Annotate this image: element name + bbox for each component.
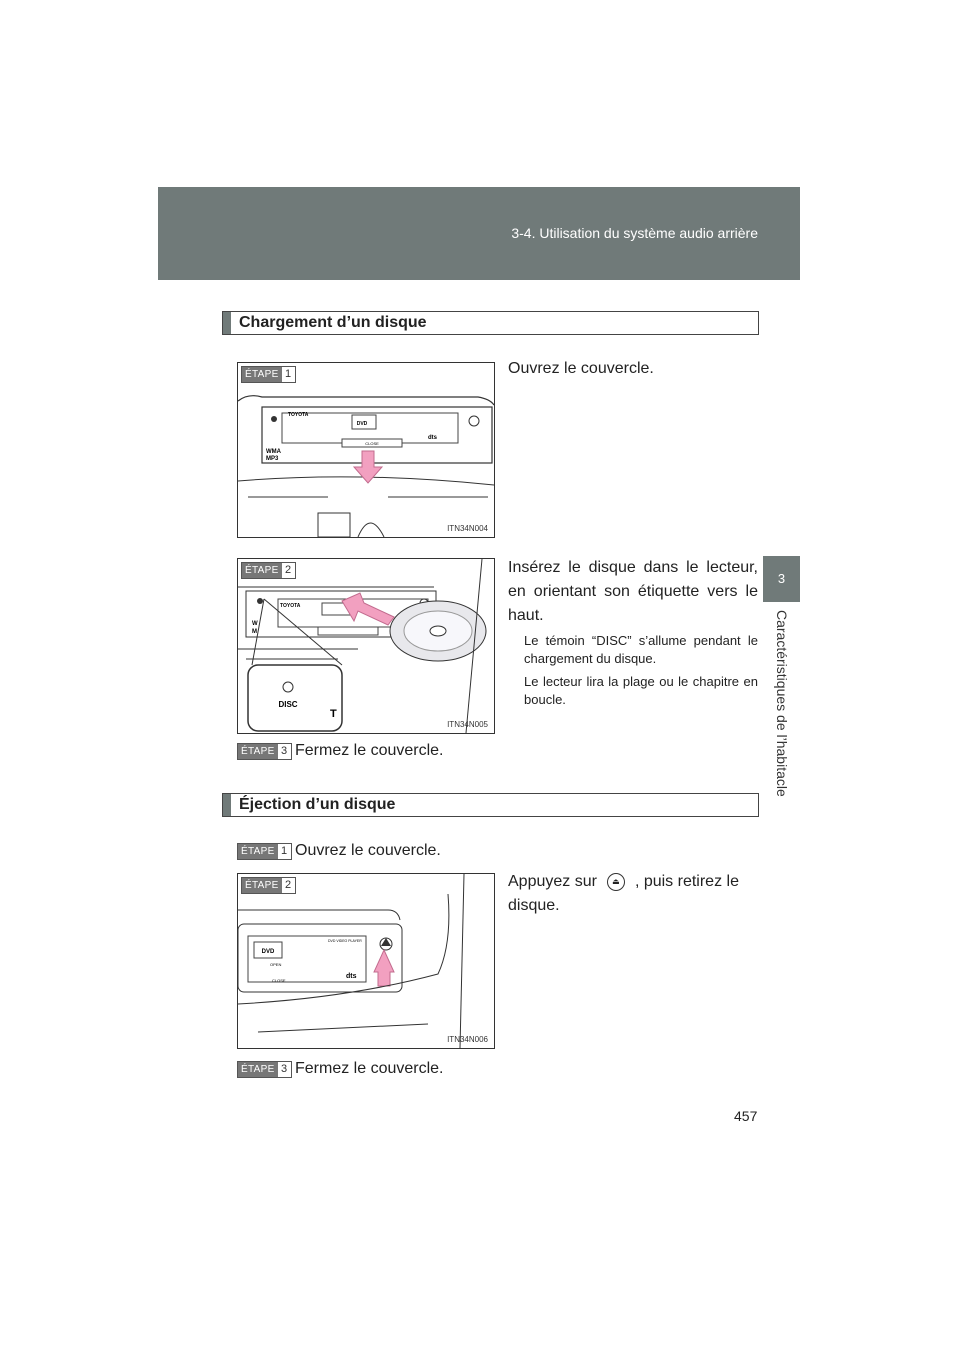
chapter-header	[158, 187, 800, 280]
step-badge: ÉTAPE 3	[237, 1061, 292, 1078]
step2-text: Insérez le disque dans le lecteur, en orientant son étiquette vers le haut.	[508, 559, 758, 624]
svg-text:dts: dts	[346, 973, 357, 980]
page-number: 457	[734, 1108, 758, 1124]
section-title-loading: Chargement d’un disque	[222, 311, 759, 335]
svg-text:DVD: DVD	[261, 949, 275, 955]
step-badge: ÉTAPE 2	[241, 877, 296, 894]
figure-insert-disc: ÉTAPE 2 TOYOTA W M DISC T ITN34N005	[237, 558, 495, 734]
eject-step1-text: Ouvrez le couvercle.	[295, 842, 441, 859]
svg-text:T: T	[330, 708, 337, 720]
step3-text: Fermez le couvercle.	[295, 742, 444, 759]
svg-text:MP3: MP3	[266, 456, 279, 462]
step2-note-1: Le témoin “DISC” s’allume pendant le chargement du disque.	[524, 633, 758, 666]
chapter-side-label: Caractéristiques de l’habitacle	[774, 610, 790, 797]
svg-text:TOYOTA: TOYOTA	[280, 603, 301, 609]
svg-text:DISC: DISC	[278, 700, 298, 709]
eject-icon: ⏏	[607, 873, 625, 891]
svg-text:W: W	[252, 621, 258, 627]
figure-eject-disc: ÉTAPE 2 DVD DVD VIDEO PLAYER OPEN CLOSE dts ITN34N006	[237, 873, 495, 1049]
step-badge: ÉTAPE 1	[241, 366, 296, 383]
eject-step3-text: Fermez le couvercle.	[295, 1060, 444, 1077]
step-badge: ÉTAPE 2	[241, 562, 296, 579]
svg-text:dts: dts	[428, 435, 437, 441]
svg-text:CLOSE: CLOSE	[365, 441, 379, 446]
svg-text:WMA: WMA	[266, 449, 281, 455]
chapter-title: 3-4. Utilisation du système audio arrière	[511, 225, 758, 241]
svg-text:M: M	[252, 629, 257, 635]
svg-text:TOYOTA: TOYOTA	[288, 412, 309, 418]
eject-step2-text: Appuyez sur ⏏ , puis retirez le disque.	[508, 873, 739, 914]
step-badge: ÉTAPE 1	[237, 843, 292, 860]
step1-text: Ouvrez le couvercle.	[508, 360, 654, 377]
section-title-eject: Éjection d’un disque	[222, 793, 759, 817]
figure-open-cover: ÉTAPE 1 TOYOTA DVD CLOSE WMA MP3 dts ITN34N004	[237, 362, 495, 538]
step2-note-2: Le lecteur lira la plage ou le chapitre en boucle.	[524, 674, 758, 707]
step-badge: ÉTAPE 3	[237, 743, 292, 760]
svg-text:DVD VIDEO PLAYER: DVD VIDEO PLAYER	[328, 939, 362, 943]
svg-text:CLOSE: CLOSE	[272, 978, 286, 983]
chapter-tab: 3	[763, 556, 800, 602]
svg-text:DVD: DVD	[356, 421, 368, 427]
svg-text:OPEN: OPEN	[270, 962, 282, 967]
